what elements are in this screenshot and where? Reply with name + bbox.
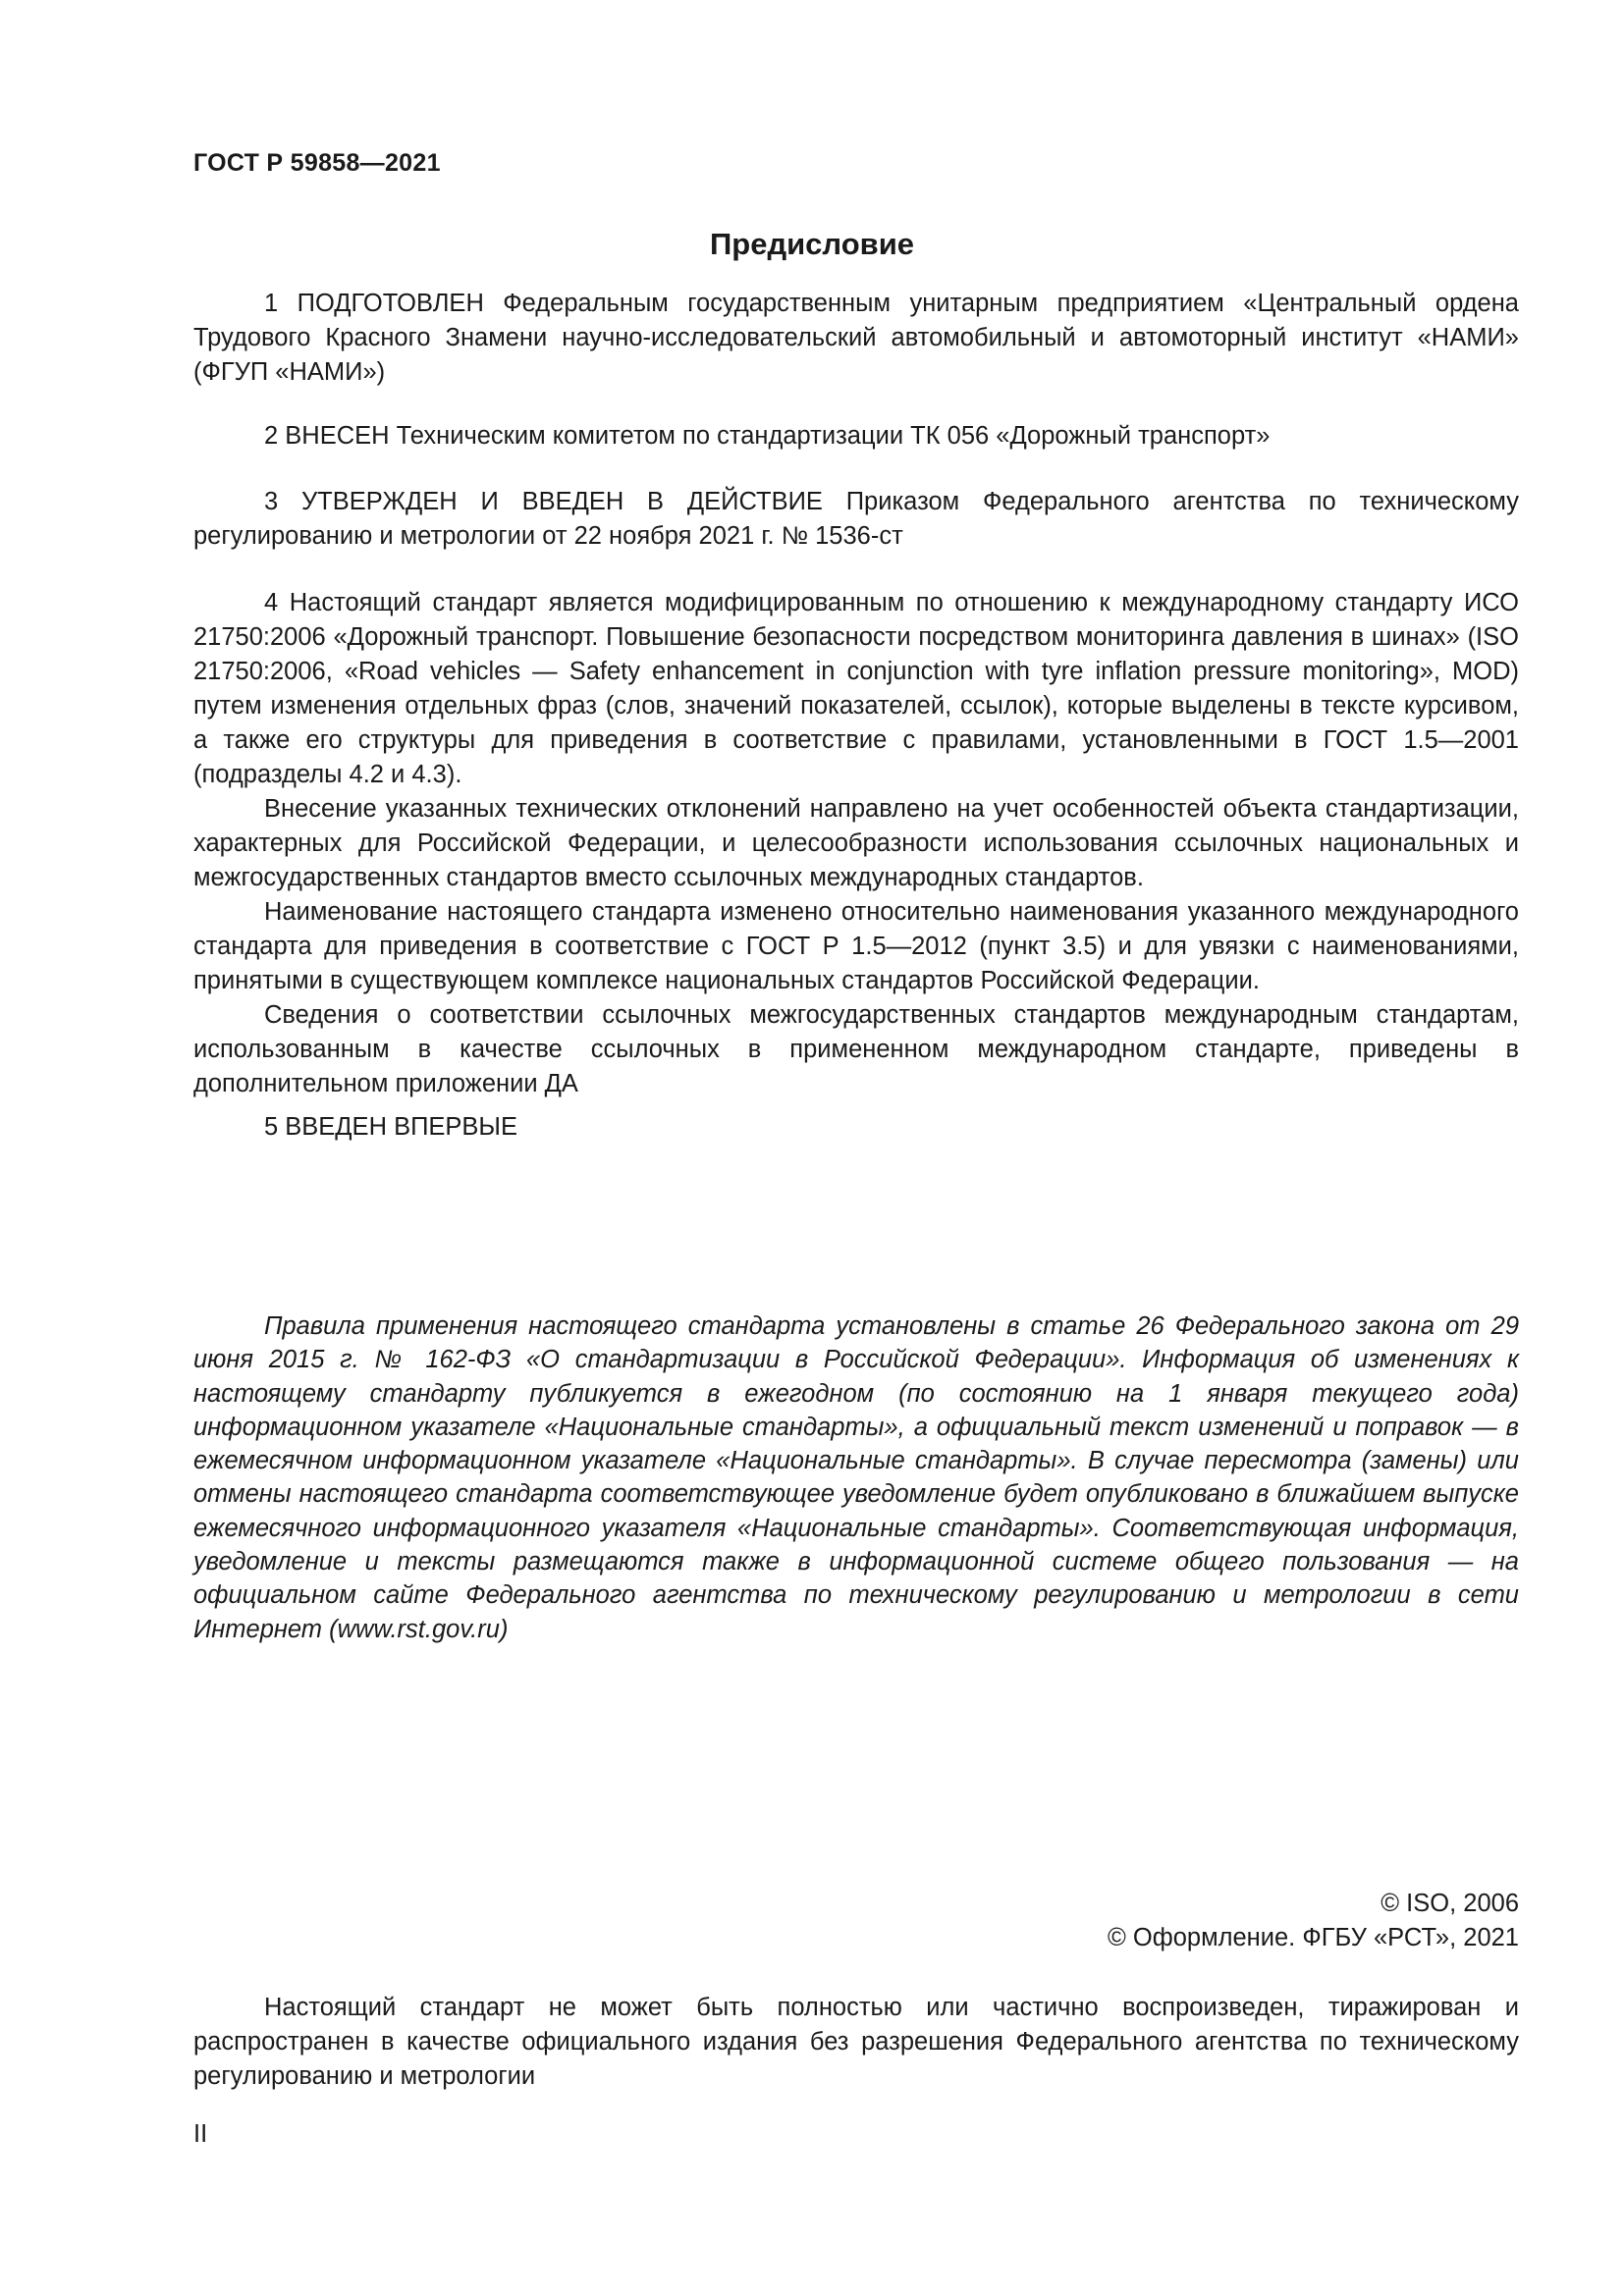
- foreword-item-4-para-3: Наименование настоящего стандарта изменено относительно наименования указанного международного стандарта для приведения в соответствие с ГОСТ Р 1.5—2012 (пункт 3.5) и для увязки с наименованиями, принятыми в существующем комплексе национальных стандартов Российской Федерации.: [193, 898, 1519, 994]
- reproduction-notice-text: Настоящий стандарт не может быть полностью или частично воспроизведен, тиражирован и распространен в качестве официального издания без разрешения Федерального агентства по техническому регулированию и метрологии: [193, 1994, 1519, 2090]
- copyright-design: © Оформление. ФГБУ «РСТ», 2021: [1108, 1924, 1519, 1951]
- page-number: II: [193, 2120, 208, 2148]
- page-title: Предисловие: [709, 227, 914, 261]
- application-rules: [193, 1309, 1519, 1646]
- document-code: ГОСТ Р 59858—2021: [193, 149, 441, 177]
- foreword-item-4-para-2: Внесение указанных технических отклонений направлено на учет особенностей объекта стандартизации, характерных для Российской Федерации, и целесообразности использования ссылочных национальных и межгосударственных стандартов вместо ссылочных международных стандартов.: [193, 795, 1519, 891]
- foreword-item-5-text: 5 ВВЕДЕН ВПЕРВЫЕ: [264, 1113, 518, 1141]
- foreword-item-3: [193, 485, 1519, 554]
- foreword-item-5: [193, 1110, 1519, 1145]
- foreword-item-4-para-1: 4 Настоящий стандарт является модифицированным по отношению к международному стандарту ИСО 21750:2006 «Дорожный транспорт. Повышение безопасности посредством мониторинга давления в шинах» (ISO 21750:2006, «Road vehicles — Safety enhancement in conjunction with tyre inflation pressure monitoring», MOD) путем изменения отдельных фраз (слов, значений показателей, ссылок), которые выделены в тексте курсивом, а также его структуры для приведения в соответствие с правилами, установленными в ГОСТ 1.5—2001 (подразделы 4.2 и 4.3).: [193, 589, 1519, 788]
- copyright-iso: © ISO, 2006: [1380, 1890, 1519, 1917]
- copyright-block: [1108, 1887, 1519, 1955]
- foreword-item-4-para-4: Сведения о соответствии ссылочных межгосударственных стандартов международным стандартам, использованным в качестве ссылочных в примененном международном стандарте, приведены в дополнительном приложении ДА: [193, 1001, 1519, 1097]
- foreword-item-1-text: 1 ПОДГОТОВЛЕН Федеральным государственным унитарным предприятием «Центральный ордена Трудового Красного Знамени научно-исследовательский автомобильный и автомоторный институт «НАМИ» (ФГУП «НАМИ»): [193, 290, 1519, 386]
- foreword-item-3-text: 3 УТВЕРЖДЕН И ВВЕДЕН В ДЕЙСТВИЕ Приказом Федерального агентства по техническому регулированию и метрологии от 22 ноября 2021 г. № 1536-ст: [193, 488, 1519, 550]
- foreword-item-2-text: 2 ВНЕСЕН Техническим комитетом по стандартизации ТК 056 «Дорожный транспорт»: [264, 422, 1271, 450]
- foreword-item-1: [193, 287, 1519, 390]
- reproduction-notice: [193, 1991, 1519, 2094]
- foreword-item-2: [193, 419, 1519, 454]
- foreword-item-4: [193, 586, 1519, 1101]
- application-rules-text: Правила применения настоящего стандарта установлены в статье 26 Федерального закона от 29 июня 2015 г. № 162-ФЗ «О стандартизации в Российской Федерации». Информация об изменениях к настоящему стандарту публикуется в ежегодном (по состоянию на 1 января текущего года) информационном указателе «Национальные стандарты», а официальный текст изменений и поправок — в ежемесячном информационном указателе «Национальные стандарты». В случае пересмотра (замены) или отмены настоящего стандарта соответствующее уведомление будет опубликовано в ближайшем выпуске ежемесячного информационного указателя «Национальные стандарты». Соответствующая информация, уведомление и тексты размещаются также в информационной системе общего пользования — на официальном сайте Федерального агентства по техническому регулированию и метрологии в сети Интернет (www.rst.gov.ru): [193, 1312, 1519, 1643]
